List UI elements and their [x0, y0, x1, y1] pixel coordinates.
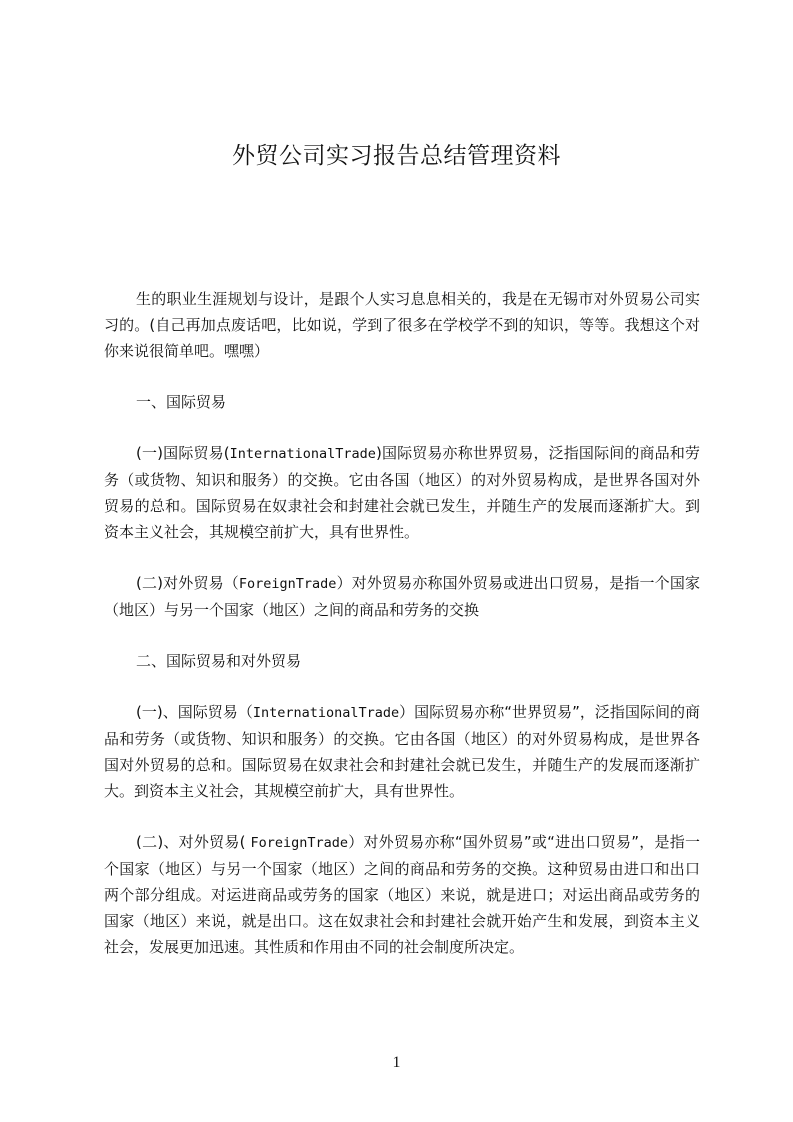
paragraph-prefix: (一)国际贸易( [136, 444, 230, 462]
english-term: InternationalTrade [229, 446, 376, 462]
paragraph-prefix: (二)对外贸易（ [136, 574, 239, 592]
intro-paragraph: 生的职业生涯规划与设计，是跟个人实习息息相关的，我是在无锡市对外贸易公司实习的。(自己再加点废话吧，比如说，学到了很多在学校学不到的知识，等等。我想这个对你来说很简单吧。嘿嘿） [104, 290, 700, 360]
page-number: 1 [392, 1054, 401, 1071]
paragraph-prefix: (二)、对外贸易( [136, 833, 251, 851]
paragraph-foreign-trade-detail [104, 829, 700, 960]
paragraph-text: ）对外贸易亦称“国外贸易”或“进出口贸易”，是指一个国家（地区）与另一个国家（地区）之间的商品和劳务的交换。这种贸易由进口和出口两个部分组成。对运进商品或劳务的国家（地区）来说，就是进口；对运出商品或劳务的国家（地区）来说，就是出口。这在奴隶社会和封建社会就开始产生和发展，到资本主义社会，发展更加迅速。其性质和作用由不同的社会制度所决定。 [104, 833, 700, 956]
paragraph-prefix: (一)、国际贸易（ [136, 703, 253, 721]
paragraph-text: )国际贸易亦称世界贸易，泛指国际间的商品和劳务（或货物、知识和服务）的交换。它由各国（地区）的对外贸易构成，是世界各国对外贸易的总和。国际贸易在奴隶社会和封建社会就已发生，并随生产的发展而逐渐扩大。到资本主义社会，其规模空前扩大，具有世界性。 [104, 444, 700, 541]
english-term: ForeignTrade [250, 835, 348, 851]
paragraph-foreign-trade-definition [104, 570, 700, 623]
document-body [104, 286, 700, 985]
paragraph-text: ）对外贸易亦称国外贸易或进出口贸易，是指一个国家（地区）与另一个国家（地区）之间的商品和劳务的交换 [104, 574, 700, 619]
paragraph-text: ）国际贸易亦称“世界贸易”，泛指国际间的商品和劳务（或货物、知识和服务）的交换。它由各国（地区）的对外贸易构成，是世界各国对外贸易的总和。国际贸易在奴隶社会和封建社会就已发生，并随生产的发展而逐渐扩大。到资本主义社会，其规模空前扩大，具有世界性。 [104, 703, 700, 800]
english-term: InternationalTrade [252, 705, 400, 721]
paragraph-international-trade-definition [104, 440, 700, 545]
section-heading-international-and-foreign-trade: 二、国际贸易和对外贸易 [136, 652, 302, 670]
paragraph-international-trade-detail [104, 699, 700, 804]
document-title: 外贸公司实习报告总结管理资料 [232, 143, 561, 169]
section-heading-international-trade: 一、国际贸易 [136, 393, 227, 411]
english-term: ForeignTrade [238, 576, 337, 592]
